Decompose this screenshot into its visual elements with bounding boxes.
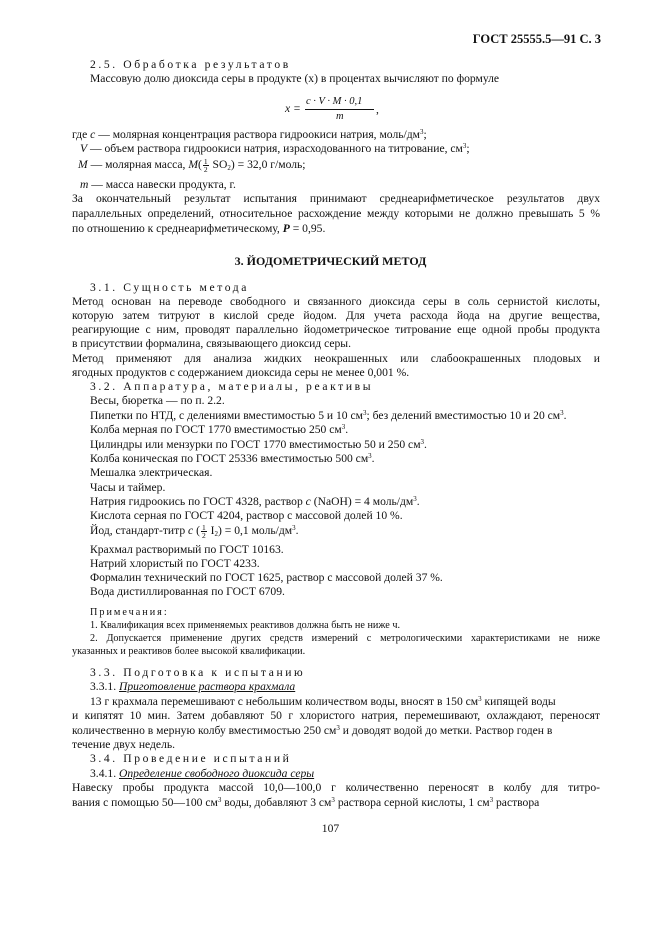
s331-line-3: количественно в мерную колбу вместимостью 250 $см^3$ и доводят водой до метки. Раствор годен в	[72, 724, 553, 737]
section-3-3-title: 3.3. Подготовка к испытанию	[90, 666, 306, 679]
s32-item-1: Весы, бюретка — по п. 2.2.	[90, 394, 225, 407]
s331-line-2: и кипятят 10 мин. Затем добавляют 50 г хлористого натрия, перемешивают, охлаждают, переносят	[72, 709, 600, 722]
s32-item-14: Вода дистиллированная по ГОСТ 6709.	[90, 585, 285, 598]
s32-item-5: Колба коническая по ГОСТ 25336 вместимостью 500 $см^3$.	[90, 452, 375, 465]
page-number: 107	[321, 822, 340, 835]
legend-m-so: SO	[212, 158, 228, 172]
s31-line-4: в присутствии формалина, связывающего диоксид серы.	[72, 337, 351, 350]
s31-p2-line-2: ягодных продуктов с содержанием диоксида серы не менее 0,001 %.	[72, 366, 410, 379]
s32-item-11: Крахмал растворимый по ГОСТ 10163.	[90, 543, 284, 556]
legend-molar-mass: M — молярная масса, M( $\frac{1}{2}$ $SO_2) = 32,0$ г/моль;	[78, 157, 306, 174]
s331-heading: 3.3.1. Приготовление раствора крахмала	[90, 680, 296, 693]
legend-where: где	[72, 128, 88, 141]
s32-item-2: Пипетки по НТД, с делениями вместимостью 5 и 10 $см^3$; без делений вместимостью 10 и 20 $см^3$.	[90, 409, 567, 422]
section-3-2-title: 3.2. Аппаратура, материалы, реактивы	[90, 380, 374, 393]
page-header: ГОСТ 25555.5—91 С. 3	[472, 32, 601, 46]
legend-c-text: — молярная концентрация раствора гидроокиси натрия, моль/дм	[98, 128, 420, 141]
s32-item-8: Натрия гидроокись по ГОСТ 4328, раствор c (NaOH) = 4 моль/$дм^3$.	[90, 495, 420, 508]
legend-m-fraction: $\frac{1}{2}$	[203, 157, 208, 174]
legend-c-symbol: c	[90, 128, 96, 141]
formula-lhs: x =	[285, 102, 301, 115]
section-2-5-title: 2.5. Обработка результатов	[90, 58, 291, 71]
s32-item-10: Йод, стандарт-титр c ( $\frac{1}{2}$ $I_2) = 0,1$ моль/$дм^3$.	[90, 523, 299, 540]
legend-m-symbol: M	[78, 158, 88, 172]
note-1: 1. Квалификация всех применяемых реактивов должна быть не ниже ч.	[90, 620, 400, 631]
legend-c	[72, 128, 427, 142]
legend-v-symbol: V	[80, 142, 88, 155]
s32-item-6: Мешалка электрическая.	[90, 466, 213, 479]
s32-item-4: Цилиндры или мензурки по ГОСТ 1770 вместимостью 50 и 250 $см^3$.	[90, 438, 427, 451]
note-2-line-1: 2. Допускается применение других средств измерений с метрологическими характеристиками не ниже	[90, 633, 600, 644]
section-3-1-title: 3.1. Сущность метода	[90, 281, 250, 294]
legend-v-text: — объем раствора гидроокиси натрия, израсходованного на титрование, см	[90, 142, 463, 155]
legend-m-fn: M	[188, 158, 199, 172]
s31-line-1: Метод основан на переводе свободного и связанного диоксида серы в соль сернистой кислоты,	[72, 295, 600, 308]
s31-p2-line-1: Метод применяют для анализа жидких неокрашенных или слабоокрашенных плодовых и	[72, 352, 600, 365]
final-line-3: по отношению к среднеарифметическому, P = 0,95.	[72, 222, 326, 235]
legend-v	[80, 142, 470, 156]
s341-line-2: вания с помощью 50—100 $см^3$ воды, добавляют 3 $см^3$ раствора серной кислоты, 1 $см^3$ раствора	[72, 796, 540, 809]
s331-line-4: течение двух недель.	[72, 738, 176, 751]
s32-item-13: Формалин технический по ГОСТ 1625, раствор с массовой долей 37 %.	[90, 571, 443, 584]
legend-m-text: — молярная масса,	[90, 158, 186, 172]
legend-v-exp: 3	[462, 142, 467, 150]
formula-tail: ,	[376, 103, 379, 116]
legend-c-exp: 3	[420, 128, 424, 136]
formula-numerator: c · V · M · 0,1	[306, 96, 363, 107]
s341-line-1: Навеску пробы продукта массой 10,0—100,0 г количественно переносят в колбу для титро-	[72, 781, 600, 794]
final-line-1: За окончательный результат испытания принимают среднеарифметическое результатов двух	[72, 192, 600, 205]
legend-c-end: ;	[423, 128, 427, 141]
s341-heading: 3.4.1. Определение свободного диоксида серы	[90, 767, 315, 780]
legend-m-text2: ) = 32,0 г/моль;	[230, 158, 306, 172]
s31-line-3: реагирующие с ним, проводят параллельно йодометрическое титрование еще одной пробы продукта	[72, 323, 600, 336]
s32-item-12: Натрий хлористый по ГОСТ 4233.	[90, 557, 260, 570]
legend-mass	[80, 178, 236, 192]
formula-denominator: m	[336, 111, 344, 122]
section-3-heading: 3. ЙОДОМЕТРИЧЕСКИЙ МЕТОД	[234, 254, 427, 268]
final-line-2: параллельных определений, относительное расхождение между которыми не должно превышать 5 %	[72, 207, 600, 220]
section-2-5-intro: Массовую долю диоксида серы в продукте (x) в процентах вычисляют по формуле	[90, 72, 500, 85]
legend-mm-symbol: m	[80, 178, 89, 191]
s32-item-3: Колба мерная по ГОСТ 1770 вместимостью 250 $см^3$.	[90, 423, 349, 436]
s331-line-1: 13 г крахмала перемешивают с небольшим количеством воды, вносят в 150 $см^3$ кипящей воды	[90, 695, 556, 708]
legend-mm-text: — масса навески продукта, г.	[91, 178, 236, 191]
s31-line-2: которую затем титруют в кислой среде йодом. Для учета расхода йода на другие вещества,	[72, 309, 600, 322]
iodine-fraction: $\frac{1}{2}$	[201, 523, 206, 540]
s32-item-7: Часы и таймер.	[90, 481, 166, 494]
note-2-line-2: указанных и реактивов более высокой квалификации.	[72, 646, 306, 657]
section-3-4-title: 3.4. Проведение испытаний	[90, 752, 292, 765]
legend-v-end: ;	[466, 142, 470, 155]
s32-item-9: Кислота серная по ГОСТ 4204, раствор с массовой долей 10 %.	[90, 509, 403, 522]
notes-title: Примечания:	[90, 607, 169, 618]
